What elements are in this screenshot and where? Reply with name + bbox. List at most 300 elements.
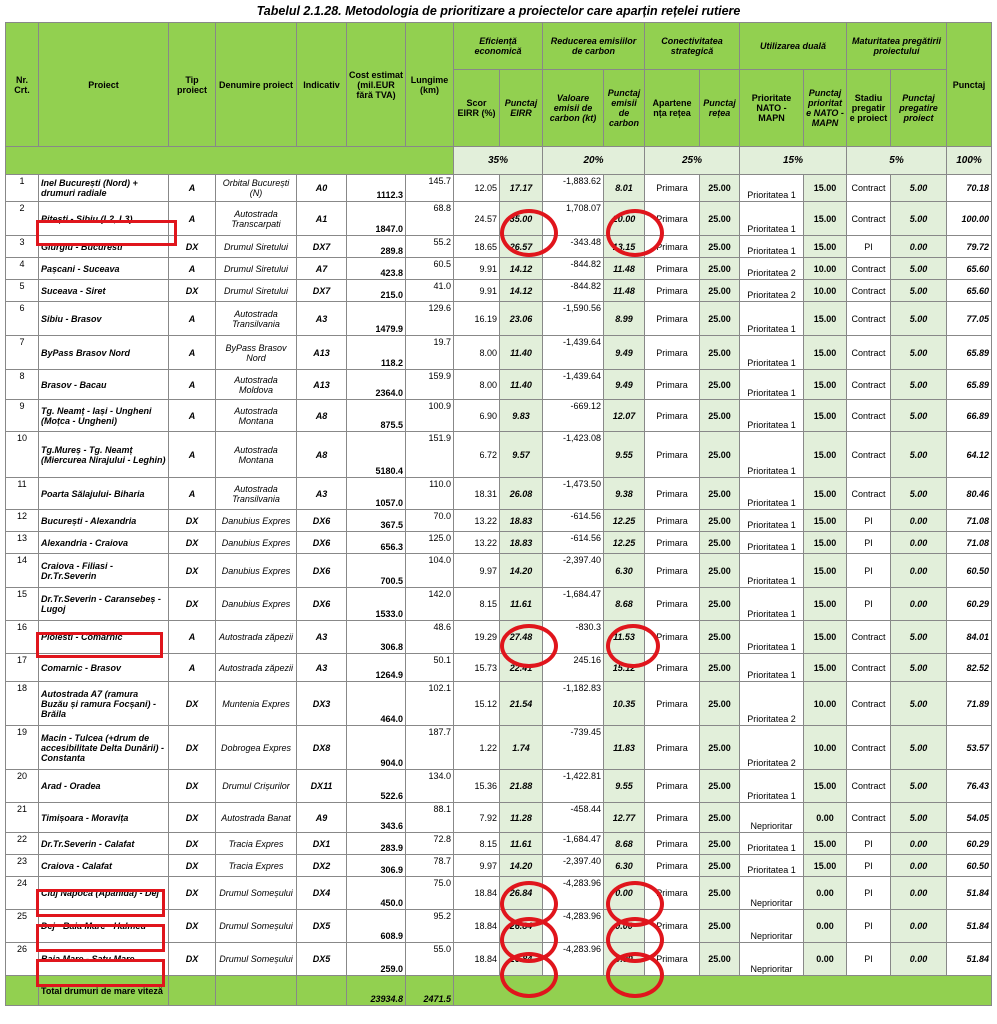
row-nr: 6 (6, 302, 39, 336)
row-total: 82.52 (947, 654, 992, 682)
row-stadiu: PI (847, 855, 891, 877)
row-nr: 11 (6, 478, 39, 510)
row-punctaj-nato: 15.00 (804, 370, 847, 400)
row-punctaj-nato: 15.00 (804, 621, 847, 654)
row-punctaj-retea: 25.00 (700, 833, 740, 855)
row-punctaj-nato: 15.00 (804, 400, 847, 432)
row-total: 65.89 (947, 370, 992, 400)
row-punctaj-retea: 25.00 (700, 302, 740, 336)
weight-maturitate: 5% (847, 147, 947, 175)
row-retea: Primara (645, 175, 700, 202)
row-emisii: -1,182.83 (543, 682, 604, 726)
prioritization-table (5, 22, 992, 1006)
row-emisii: -1,590.56 (543, 302, 604, 336)
table-row (6, 770, 992, 803)
row-nr: 14 (6, 554, 39, 588)
table-row (6, 855, 992, 877)
row-punctaj-emisii: 12.25 (604, 510, 645, 532)
header-denumire: Denumire proiect (216, 23, 297, 147)
row-punctaj-nato: 10.00 (804, 726, 847, 770)
row-tip: DX (169, 855, 216, 877)
row-denumire: Danubius Expres (216, 554, 297, 588)
row-denumire: Autostrada Transilvania (216, 302, 297, 336)
row-punctaj-eirr: 22.41 (500, 654, 543, 682)
row-length: 60.5 (406, 258, 454, 280)
row-stadiu: Contract (847, 803, 891, 833)
row-scor-eirr: 7.92 (454, 803, 500, 833)
row-denumire: Tracia Expres (216, 855, 297, 877)
row-cost: 259.0 (347, 943, 406, 976)
row-proiect: Dr.Tr.Severin - Calafat (39, 833, 169, 855)
row-indicativ: DX1 (297, 833, 347, 855)
table-row (6, 432, 992, 478)
row-nato: Prioritatea 1 (740, 855, 804, 877)
row-tip: DX (169, 588, 216, 621)
header-valoare-emisii: Valoare emisii de carbon (kt) (543, 70, 604, 147)
row-punctaj-emisii: 9.49 (604, 336, 645, 370)
weight-spacer (6, 147, 454, 175)
row-emisii: -1,423.08 (543, 432, 604, 478)
row-emisii: -669.12 (543, 400, 604, 432)
row-nato: Prioritatea 1 (740, 175, 804, 202)
row-nr: 17 (6, 654, 39, 682)
row-emisii: -4,283.96 (543, 910, 604, 943)
row-nato: Prioritatea 1 (740, 532, 804, 554)
table-row (6, 554, 992, 588)
row-scor-eirr: 16.19 (454, 302, 500, 336)
row-punctaj-emisii: 9.38 (604, 478, 645, 510)
row-length: 75.0 (406, 877, 454, 910)
row-scor-eirr: 9.97 (454, 554, 500, 588)
row-punctaj-pregatire: 0.00 (891, 855, 947, 877)
row-denumire: Drumul Someșului (216, 877, 297, 910)
row-scor-eirr: 19.29 (454, 621, 500, 654)
row-nato: Prioritatea 1 (740, 202, 804, 236)
row-emisii: -1,684.47 (543, 833, 604, 855)
row-punctaj-emisii: 9.55 (604, 770, 645, 803)
row-punctaj-eirr: 14.20 (500, 554, 543, 588)
row-cost: 1479.9 (347, 302, 406, 336)
row-punctaj-eirr: 26.57 (500, 236, 543, 258)
row-scor-eirr: 18.31 (454, 478, 500, 510)
row-stadiu: Contract (847, 654, 891, 682)
row-punctaj-pregatire: 0.00 (891, 910, 947, 943)
header-scor-eirr: Scor EIRR (%) (454, 70, 500, 147)
row-proiect: Poarta Sălajului- Biharia (39, 478, 169, 510)
row-punctaj-pregatire: 5.00 (891, 280, 947, 302)
row-nr: 13 (6, 532, 39, 554)
row-tip: DX (169, 510, 216, 532)
row-stadiu: Contract (847, 478, 891, 510)
row-punctaj-nato: 0.00 (804, 910, 847, 943)
row-stadiu: PI (847, 943, 891, 976)
row-tip: A (169, 302, 216, 336)
row-punctaj-retea: 25.00 (700, 370, 740, 400)
row-nr: 26 (6, 943, 39, 976)
row-cost: 5180.4 (347, 432, 406, 478)
weight-conectivitate: 25% (645, 147, 740, 175)
row-punctaj-nato: 10.00 (804, 258, 847, 280)
row-punctaj-pregatire: 0.00 (891, 943, 947, 976)
row-retea: Primara (645, 236, 700, 258)
row-denumire: Danubius Expres (216, 588, 297, 621)
row-punctaj-retea: 25.00 (700, 682, 740, 726)
row-nr: 21 (6, 803, 39, 833)
row-punctaj-pregatire: 5.00 (891, 432, 947, 478)
row-scor-eirr: 8.15 (454, 588, 500, 621)
row-total: 84.01 (947, 621, 992, 654)
row-total: 64.12 (947, 432, 992, 478)
row-punctaj-retea: 25.00 (700, 236, 740, 258)
row-retea: Primara (645, 432, 700, 478)
table-row (6, 478, 992, 510)
row-cost: 283.9 (347, 833, 406, 855)
row-punctaj-retea: 25.00 (700, 400, 740, 432)
header-tip: Tip proiect (169, 23, 216, 147)
row-length: 88.1 (406, 803, 454, 833)
row-scor-eirr: 9.97 (454, 855, 500, 877)
row-punctaj-retea: 25.00 (700, 175, 740, 202)
row-punctaj-eirr: 1.74 (500, 726, 543, 770)
row-scor-eirr: 15.36 (454, 770, 500, 803)
table-row (6, 400, 992, 432)
table-row (6, 510, 992, 532)
row-nato: Prioritatea 1 (740, 302, 804, 336)
row-denumire: Autostrada Banat (216, 803, 297, 833)
row-punctaj-pregatire: 0.00 (891, 877, 947, 910)
row-denumire: Drumul Siretului (216, 236, 297, 258)
row-tip: A (169, 202, 216, 236)
row-nr: 3 (6, 236, 39, 258)
row-punctaj-emisii: 20.00 (604, 202, 645, 236)
row-punctaj-eirr: 11.28 (500, 803, 543, 833)
row-nato: Prioritatea 1 (740, 432, 804, 478)
row-punctaj-emisii: 12.07 (604, 400, 645, 432)
row-punctaj-eirr: 26.08 (500, 478, 543, 510)
row-nato: Prioritatea 2 (740, 258, 804, 280)
row-indicativ: DX6 (297, 532, 347, 554)
row-nato: Prioritatea 1 (740, 236, 804, 258)
row-tip: DX (169, 682, 216, 726)
row-indicativ: A0 (297, 175, 347, 202)
row-emisii: -1,473.50 (543, 478, 604, 510)
row-punctaj-emisii: 12.77 (604, 803, 645, 833)
row-punctaj-emisii: 13.15 (604, 236, 645, 258)
row-scor-eirr: 9.91 (454, 258, 500, 280)
row-punctaj-eirr: 18.83 (500, 510, 543, 532)
row-punctaj-eirr: 14.20 (500, 855, 543, 877)
row-denumire: Drumul Someșului (216, 943, 297, 976)
row-total: 53.57 (947, 726, 992, 770)
row-nato: Prioritatea 1 (740, 770, 804, 803)
row-cost: 464.0 (347, 682, 406, 726)
row-scor-eirr: 18.65 (454, 236, 500, 258)
row-punctaj-eirr: 11.40 (500, 336, 543, 370)
row-punctaj-nato: 15.00 (804, 770, 847, 803)
row-proiect: Autostrada A7 (ramura Buzău și ramura Focșani) - Brăila (39, 682, 169, 726)
header-prioritate-nato: Prioritate NATO - MAPN (740, 70, 804, 147)
row-total: 65.60 (947, 280, 992, 302)
row-cost: 1533.0 (347, 588, 406, 621)
row-total: 70.18 (947, 175, 992, 202)
row-proiect: Dr.Tr.Severin - Caransebeș - Lugoj (39, 588, 169, 621)
row-indicativ: DX5 (297, 943, 347, 976)
row-nr: 19 (6, 726, 39, 770)
row-indicativ: A9 (297, 803, 347, 833)
row-scor-eirr: 8.15 (454, 833, 500, 855)
row-cost: 215.0 (347, 280, 406, 302)
row-retea: Primara (645, 621, 700, 654)
header-group-reducere: Reducerea emisiilor de carbon (543, 23, 645, 70)
row-punctaj-nato: 15.00 (804, 336, 847, 370)
row-proiect: Ploiesti - Comarnic (39, 621, 169, 654)
row-emisii: -1,439.64 (543, 370, 604, 400)
row-punctaj-emisii: 6.30 (604, 554, 645, 588)
row-length: 68.8 (406, 202, 454, 236)
row-nato: Prioritatea 1 (740, 336, 804, 370)
row-indicativ: DX8 (297, 726, 347, 770)
row-length: 55.0 (406, 943, 454, 976)
row-emisii: -1,439.64 (543, 336, 604, 370)
row-tip: A (169, 654, 216, 682)
row-cost: 343.6 (347, 803, 406, 833)
row-emisii: -1,883.62 (543, 175, 604, 202)
row-proiect: Craiova - Calafat (39, 855, 169, 877)
table-row (6, 588, 992, 621)
row-proiect: Cluj Napoca (Apahida) - Dej (39, 877, 169, 910)
row-stadiu: PI (847, 510, 891, 532)
row-length: 41.0 (406, 280, 454, 302)
row-nato: Prioritatea 1 (740, 621, 804, 654)
row-punctaj-nato: 15.00 (804, 654, 847, 682)
row-retea: Primara (645, 803, 700, 833)
header-punctaj-retea: Punctaj rețea (700, 70, 740, 147)
row-punctaj-nato: 10.00 (804, 682, 847, 726)
row-punctaj-retea: 25.00 (700, 588, 740, 621)
row-punctaj-emisii: 8.99 (604, 302, 645, 336)
header-stadiu: Stadiu pregatir e proiect (847, 70, 891, 147)
row-denumire: Drumul Siretului (216, 280, 297, 302)
row-punctaj-retea: 25.00 (700, 336, 740, 370)
row-length: 142.0 (406, 588, 454, 621)
row-punctaj-emisii: 11.83 (604, 726, 645, 770)
row-stadiu: PI (847, 236, 891, 258)
row-punctaj-nato: 15.00 (804, 554, 847, 588)
row-total: 60.29 (947, 588, 992, 621)
row-length: 125.0 (406, 532, 454, 554)
row-proiect: Tg. Neamț - Iași - Ungheni (Moțca - Ungheni) (39, 400, 169, 432)
row-punctaj-pregatire: 0.00 (891, 510, 947, 532)
row-proiect: Giurgiu - Bucuresti (39, 236, 169, 258)
row-total: 54.05 (947, 803, 992, 833)
row-punctaj-pregatire: 5.00 (891, 478, 947, 510)
row-length: 95.2 (406, 910, 454, 943)
weight-eficienta: 35% (454, 147, 543, 175)
row-indicativ: DX7 (297, 236, 347, 258)
row-nato: Prioritatea 1 (740, 370, 804, 400)
row-punctaj-nato: 15.00 (804, 532, 847, 554)
row-punctaj-pregatire: 5.00 (891, 621, 947, 654)
row-punctaj-retea: 25.00 (700, 510, 740, 532)
row-punctaj-emisii: 8.68 (604, 588, 645, 621)
row-total: 51.84 (947, 910, 992, 943)
header-punctaj: Punctaj (947, 23, 992, 147)
row-nato: Prioritatea 1 (740, 554, 804, 588)
row-proiect: București - Alexandria (39, 510, 169, 532)
row-retea: Primara (645, 280, 700, 302)
row-indicativ: DX5 (297, 910, 347, 943)
row-punctaj-nato: 15.00 (804, 236, 847, 258)
row-punctaj-pregatire: 5.00 (891, 400, 947, 432)
row-scor-eirr: 18.84 (454, 877, 500, 910)
row-tip: DX (169, 236, 216, 258)
row-punctaj-eirr: 14.12 (500, 280, 543, 302)
row-punctaj-retea: 25.00 (700, 803, 740, 833)
row-denumire: Autostrada Transcarpati (216, 202, 297, 236)
row-nr: 2 (6, 202, 39, 236)
row-length: 134.0 (406, 770, 454, 803)
row-retea: Primara (645, 682, 700, 726)
row-denumire: Autostrada Transilvania (216, 478, 297, 510)
row-punctaj-eirr: 27.48 (500, 621, 543, 654)
row-nr: 23 (6, 855, 39, 877)
row-nr: 20 (6, 770, 39, 803)
row-length: 50.1 (406, 654, 454, 682)
row-punctaj-pregatire: 5.00 (891, 654, 947, 682)
row-punctaj-retea: 25.00 (700, 855, 740, 877)
row-stadiu: Contract (847, 336, 891, 370)
row-scor-eirr: 1.22 (454, 726, 500, 770)
row-retea: Primara (645, 726, 700, 770)
row-stadiu: PI (847, 910, 891, 943)
row-scor-eirr: 9.91 (454, 280, 500, 302)
row-nato: Neprioritar (740, 943, 804, 976)
row-punctaj-nato: 15.00 (804, 202, 847, 236)
row-punctaj-emisii: 15.12 (604, 654, 645, 682)
table-row (6, 236, 992, 258)
table-row (6, 877, 992, 910)
row-punctaj-emisii: 11.53 (604, 621, 645, 654)
table-row (6, 654, 992, 682)
row-total: 100.00 (947, 202, 992, 236)
row-punctaj-eirr: 11.40 (500, 370, 543, 400)
row-denumire: Autostrada Montana (216, 432, 297, 478)
row-cost: 306.9 (347, 855, 406, 877)
row-punctaj-retea: 25.00 (700, 726, 740, 770)
row-proiect: Baia Mare - Satu Mare (39, 943, 169, 976)
row-nr: 22 (6, 833, 39, 855)
total-length: 2471.5 (406, 976, 454, 1006)
row-punctaj-eirr: 21.88 (500, 770, 543, 803)
row-total: 60.29 (947, 833, 992, 855)
row-indicativ: A3 (297, 478, 347, 510)
row-denumire: Drumul Someșului (216, 910, 297, 943)
row-tip: A (169, 258, 216, 280)
row-cost: 1057.0 (347, 478, 406, 510)
row-punctaj-retea: 25.00 (700, 532, 740, 554)
row-emisii: -4,283.96 (543, 943, 604, 976)
row-denumire: Autostrada zăpezii (216, 654, 297, 682)
row-length: 102.1 (406, 682, 454, 726)
header-indicativ: Indicativ (297, 23, 347, 147)
row-punctaj-emisii: 11.48 (604, 280, 645, 302)
header-punctaj-nato: Punctaj prioritat e NATO - MAPN (804, 70, 847, 147)
row-proiect: Sibiu - Brasov (39, 302, 169, 336)
row-indicativ: A13 (297, 370, 347, 400)
header-proiect: Proiect (39, 23, 169, 147)
header-punctaj-eirr: Punctaj EIRR (500, 70, 543, 147)
row-tip: A (169, 175, 216, 202)
row-punctaj-eirr: 23.06 (500, 302, 543, 336)
row-indicativ: DX6 (297, 510, 347, 532)
table-row (6, 336, 992, 370)
row-punctaj-emisii: 0.00 (604, 943, 645, 976)
row-length: 187.7 (406, 726, 454, 770)
row-indicativ: A13 (297, 336, 347, 370)
row-cost: 522.6 (347, 770, 406, 803)
row-punctaj-pregatire: 0.00 (891, 236, 947, 258)
table-row (6, 833, 992, 855)
row-indicativ: DX4 (297, 877, 347, 910)
row-tip: DX (169, 532, 216, 554)
row-nato: Neprioritar (740, 910, 804, 943)
row-punctaj-pregatire: 5.00 (891, 803, 947, 833)
row-punctaj-pregatire: 5.00 (891, 370, 947, 400)
row-punctaj-nato: 15.00 (804, 833, 847, 855)
row-stadiu: Contract (847, 682, 891, 726)
row-length: 72.8 (406, 833, 454, 855)
row-nr: 1 (6, 175, 39, 202)
row-cost: 1264.9 (347, 654, 406, 682)
row-punctaj-emisii: 12.25 (604, 532, 645, 554)
table-row (6, 621, 992, 654)
row-indicativ: A3 (297, 621, 347, 654)
row-denumire: Drumul Siretului (216, 258, 297, 280)
row-tip: A (169, 621, 216, 654)
row-cost: 306.8 (347, 621, 406, 654)
row-retea: Primara (645, 510, 700, 532)
row-nr: 4 (6, 258, 39, 280)
row-punctaj-eirr: 14.12 (500, 258, 543, 280)
row-nato: Prioritatea 1 (740, 833, 804, 855)
row-denumire: Muntenia Expres (216, 682, 297, 726)
table-row (6, 175, 992, 202)
row-emisii: -1,422.81 (543, 770, 604, 803)
row-emisii: -1,684.47 (543, 588, 604, 621)
header-punctaj-emisii: Punctaj emisii de carbon (604, 70, 645, 147)
row-punctaj-emisii: 0.00 (604, 877, 645, 910)
row-indicativ: A3 (297, 654, 347, 682)
row-retea: Primara (645, 910, 700, 943)
row-punctaj-nato: 15.00 (804, 175, 847, 202)
row-nr: 8 (6, 370, 39, 400)
row-punctaj-retea: 25.00 (700, 432, 740, 478)
row-proiect: Macin - Tulcea (+drum de accesibilitate Delta Dunării) - Constanta (39, 726, 169, 770)
row-cost: 118.2 (347, 336, 406, 370)
row-indicativ: DX6 (297, 588, 347, 621)
row-retea: Primara (645, 554, 700, 588)
row-scor-eirr: 18.84 (454, 910, 500, 943)
row-nr: 16 (6, 621, 39, 654)
row-scor-eirr: 18.84 (454, 943, 500, 976)
row-length: 110.0 (406, 478, 454, 510)
row-nr: 7 (6, 336, 39, 370)
row-punctaj-pregatire: 0.00 (891, 833, 947, 855)
row-punctaj-retea: 25.00 (700, 554, 740, 588)
row-proiect: Brasov - Bacau (39, 370, 169, 400)
row-punctaj-emisii: 0.00 (604, 910, 645, 943)
row-punctaj-pregatire: 5.00 (891, 336, 947, 370)
